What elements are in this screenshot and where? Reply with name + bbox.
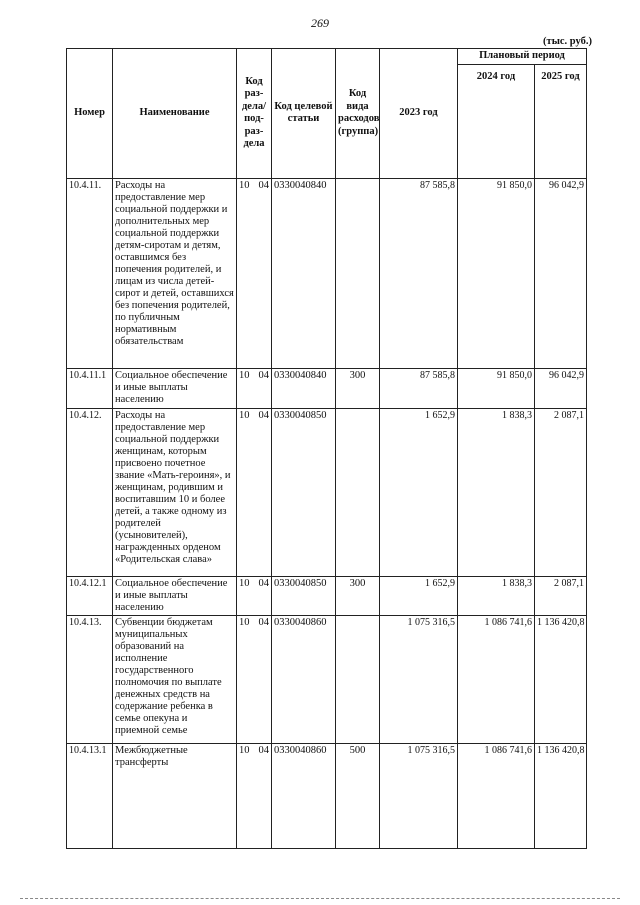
row-2025: 1 136 420,8 xyxy=(535,743,587,848)
row-2023: 1 075 316,5 xyxy=(380,615,458,743)
row-expense-type: 300 xyxy=(336,368,380,408)
row-expense-type xyxy=(336,178,380,368)
row-name: Расходы на предоставление мер социальной поддержки и дополнительных мер социальной поддержки детям-сиротам и детям, оставшимся без попечения родителей, и лицам из числа детей-сирот и детей, оставшихся без попечения родителей, по публичным нормативным обязательствам xyxy=(113,178,237,368)
row-target: 0330040850 xyxy=(272,576,336,615)
row-number: 10.4.11. xyxy=(67,178,113,368)
footer-divider xyxy=(20,898,620,899)
table-row xyxy=(67,576,587,615)
row-target: 0330040840 xyxy=(272,178,336,368)
row-section xyxy=(237,743,272,848)
row-2025: 96 042,9 xyxy=(535,368,587,408)
row-2025: 96 042,9 xyxy=(535,178,587,368)
row-section xyxy=(237,368,272,408)
units-label: (тыс. руб.) xyxy=(543,36,592,47)
table-row xyxy=(67,178,587,368)
subsection-code: 04 xyxy=(258,744,269,756)
row-name: Социальное обеспечение и иные выплаты населению xyxy=(113,368,237,408)
subsection-code: 04 xyxy=(258,577,269,589)
row-number: 10.4.11.1 xyxy=(67,368,113,408)
header-year-2025: 2025 год xyxy=(535,64,587,178)
row-number: 10.4.13. xyxy=(67,615,113,743)
row-expense-type: 300 xyxy=(336,576,380,615)
row-2023: 87 585,8 xyxy=(380,178,458,368)
row-section xyxy=(237,178,272,368)
row-2025: 2 087,1 xyxy=(535,576,587,615)
row-target: 0330040840 xyxy=(272,368,336,408)
row-name: Субвенции бюджетам муниципальных образований на исполнение государственного полномочия по выплате денежных средств на содержание ребенка в семье опекуна и приемной семье xyxy=(113,615,237,743)
row-target: 0330040860 xyxy=(272,743,336,848)
header-plan-period: Плановый период xyxy=(458,49,587,65)
subsection-code: 04 xyxy=(258,179,269,191)
subsection-code: 04 xyxy=(258,409,269,421)
header-section: Код раз-дела/ под-раз-дела xyxy=(237,49,272,179)
row-section xyxy=(237,576,272,615)
row-section xyxy=(237,615,272,743)
header-expense-type: Код вида расходов (группа) xyxy=(336,49,380,179)
table-row xyxy=(67,743,587,848)
row-2023: 1 075 316,5 xyxy=(380,743,458,848)
section-code: 10 xyxy=(239,369,250,381)
table-row xyxy=(67,615,587,743)
row-2023: 87 585,8 xyxy=(380,368,458,408)
section-code: 10 xyxy=(239,744,250,756)
row-expense-type xyxy=(336,615,380,743)
section-code: 10 xyxy=(239,179,250,191)
row-target: 0330040850 xyxy=(272,408,336,576)
header-year-2023: 2023 год xyxy=(380,49,458,179)
row-2023: 1 652,9 xyxy=(380,408,458,576)
budget-table xyxy=(66,48,587,849)
section-code: 10 xyxy=(239,616,250,628)
row-number: 10.4.13.1 xyxy=(67,743,113,848)
table-row xyxy=(67,408,587,576)
row-number: 10.4.12.1 xyxy=(67,576,113,615)
row-2024: 91 850,0 xyxy=(458,368,535,408)
row-2024: 1 838,3 xyxy=(458,408,535,576)
row-name: Социальное обеспечение и иные выплаты населению xyxy=(113,576,237,615)
row-name: Межбюджетные трансферты xyxy=(113,743,237,848)
section-code: 10 xyxy=(239,577,250,589)
page-number: 269 xyxy=(311,16,329,30)
row-target: 0330040860 xyxy=(272,615,336,743)
row-2024: 1 086 741,6 xyxy=(458,743,535,848)
subsection-code: 04 xyxy=(258,616,269,628)
row-2024: 91 850,0 xyxy=(458,178,535,368)
row-name: Расходы на предоставление мер социальной поддержки женщинам, которым присвоено почетное звание «Мать-героиня», и женщинам, родившим и воспитавшим 10 и более детей, а также одному из родителей (усыновителей), награжденных орденом «Родительская слава» xyxy=(113,408,237,576)
header-name: Наименование xyxy=(113,49,237,179)
subsection-code: 04 xyxy=(258,369,269,381)
header-target: Код целевой статьи xyxy=(272,49,336,179)
header-number: Номер xyxy=(67,49,113,179)
table-row xyxy=(67,368,587,408)
section-code: 10 xyxy=(239,409,250,421)
row-2025: 1 136 420,8 xyxy=(535,615,587,743)
row-2024: 1 838,3 xyxy=(458,576,535,615)
row-expense-type: 500 xyxy=(336,743,380,848)
row-2023: 1 652,9 xyxy=(380,576,458,615)
row-section xyxy=(237,408,272,576)
row-2024: 1 086 741,6 xyxy=(458,615,535,743)
row-number: 10.4.12. xyxy=(67,408,113,576)
row-expense-type xyxy=(336,408,380,576)
header-year-2024: 2024 год xyxy=(458,64,535,178)
row-2025: 2 087,1 xyxy=(535,408,587,576)
